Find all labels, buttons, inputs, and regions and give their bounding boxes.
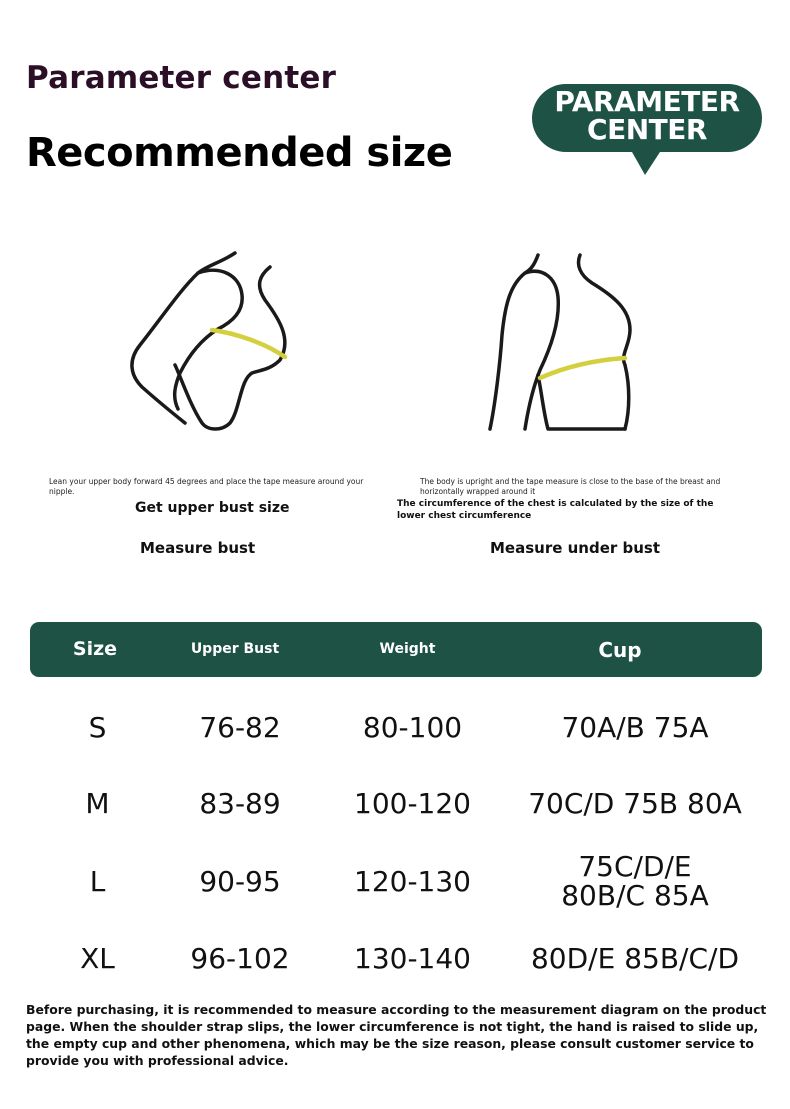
cup-line: 70A/B 75A [561,710,709,744]
measure-bust-caption: Get upper bust size [135,500,290,516]
table-row [30,928,762,988]
cup-line: 80B/C 85A [561,879,709,912]
cup-cell [500,697,770,757]
header-weight: Weight [379,641,436,657]
size-table-header [30,622,762,677]
measure-under-bust-label: Measure under bust [490,539,661,557]
badge-line-2: CENTER [587,113,707,146]
bust-cell: 90-95 [199,864,281,898]
table-row [30,773,762,833]
size-cell: L [89,864,106,898]
cup-line: 70C/D 75B 80A [528,786,742,820]
bust-cell: 96-102 [190,941,290,975]
page-title: Recommended size [26,130,453,176]
parameter-center-badge [532,84,762,176]
weight-cell: 80-100 [362,710,463,744]
cup-line: 75C/D/E [578,850,692,883]
badge-line-1: PARAMETER [554,85,740,118]
cup-cell [500,773,770,833]
bust-cell: 83-89 [199,786,281,820]
size-cell: M [85,786,110,820]
header-cup: Cup [598,638,642,662]
cup-cell [500,928,770,988]
table-row [30,697,762,757]
weight-cell: 130-140 [354,941,471,975]
bust-cell: 76-82 [199,710,281,744]
cup-line: 80D/E 85B/C/D [530,941,740,975]
page-subtitle: Parameter center [26,60,337,96]
weight-cell: 100-120 [354,786,471,820]
measure-under-bust-illustration [480,245,650,440]
measure-bust-note: Lean your upper body forward 45 degrees and place the tape measure around your nipple. [49,477,364,496]
badge-text [532,85,762,146]
measure-bust-label: Measure bust [140,539,256,557]
size-cell: S [88,710,107,744]
weight-cell: 120-130 [354,864,471,898]
cup-cell [500,851,770,911]
measure-bust-illustration [120,245,300,440]
measure-under-bust-note: The body is upright and the tape measure is close to the base of the breast and horizontally wrapped around it [420,477,721,496]
size-cell: XL [80,941,115,975]
measure-under-bust-caption: The circumference of the chest is calculated by the size of the lower chest circumference [397,499,714,521]
header-size: Size [72,638,118,660]
table-row [30,851,762,911]
header-upper-bust: Upper Bust [190,641,280,657]
size-advice-note: Before purchasing, it is recommended to measure according to the measurement diagram on the product page. When the shoulder strap slips, the lower circumference is not tight, the hand is raised to slide up, the empty cup and other phenomena, which may be the size reason, please consult customer service to provide you with professional advice. [26,1002,767,1068]
